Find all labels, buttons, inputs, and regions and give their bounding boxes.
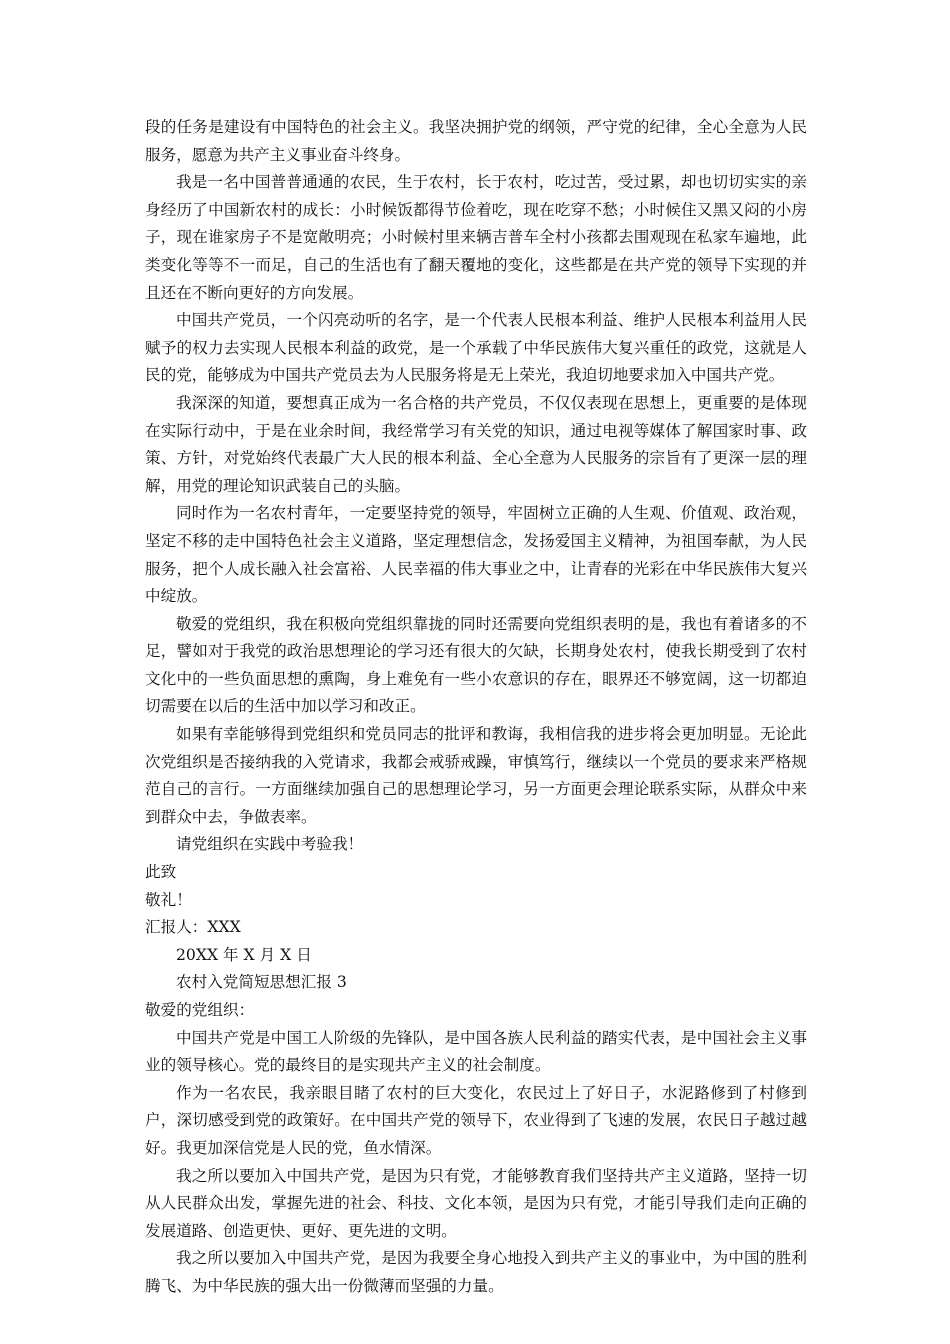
closing-regards: 敬礼！ xyxy=(145,890,192,909)
closing-salutation: 此致 xyxy=(145,863,177,882)
document-body xyxy=(145,114,807,1301)
paragraph: 如果有幸能够得到党组织和党员同志的批评和教诲，我相信我的进步将会更加明显。无论此次党组织是否接纳我的入党请求，我都会戒骄戒躁，审慎笃行，继续以一个党员的要求来严格规范自己的言行。一方面继续加强自己的思想理论学习，另一方面更会理论联系实际，从群众中来到群众中去，争做表率。 xyxy=(145,725,807,826)
paragraph: 我之所以要加入中国共产党，是因为只有党，才能够教育我们坚持共产主义道路，坚持一切从人民群众出发，掌握先进的社会、科技、文化本领，是因为只有党，才能引导我们走向正确的发展道路、创造更快、更好、更先进的文明。 xyxy=(145,1166,807,1240)
paragraph: 我之所以要加入中国共产党，是因为我要全身心地投入到共产主义的事业中，为中国的胜利腾飞、为中华民族的强大出一份微薄而坚强的力量。 xyxy=(145,1249,807,1295)
paragraph: 我深深的知道，要想真正成为一名合格的共产党员，不仅仅表现在思想上，更重要的是体现在实际行动中，于是在业余时间，我经常学习有关党的知识，通过电视等媒体了解国家时事、政策、方针，对党始终代表最广大人民的根本利益、全心全意为人民服务的宗旨有了更深一层的理解，用党的理论知识武装自己的头脑。 xyxy=(145,393,807,495)
paragraph: 中国共产党员，一个闪亮动听的名字，是一个代表人民根本利益、维护人民根本利益用人民赋予的权力去实现人民根本利益的政党，是一个承载了中华民族伟大复兴重任的政党，这就是人民的党，能够成为中国共产党员去为人民服务将是无上荣光，我迫切地要求加入中国共产党。 xyxy=(145,311,807,385)
paragraph: 请党组织在实践中考验我！ xyxy=(176,835,364,854)
salutation: 敬爱的党组织： xyxy=(145,1001,255,1019)
paragraph-continued: 段的任务是建设有中国特色的社会主义。我坚决拥护党的纲领，严守党的纪律，全心全意为人民服务，愿意为共产主义事业奋斗终身。 xyxy=(145,118,807,164)
paragraph: 作为一名农民，我亲眼目睹了农村的巨大变化，农民过上了好日子，水泥路修到了村修到户，深切感受到党的政策好。在中国共产党的领导下，农业得到了飞速的发展，农民日子越过越好。我更加深信党是人民的党，鱼水情深。 xyxy=(145,1083,807,1157)
paragraph: 中国共产党是中国工人阶级的先锋队，是中国各族人民利益的踏实代表，是中国社会主义事业的领导核心。党的最终目的是实现共产主义的社会制度。 xyxy=(145,1028,807,1075)
paragraph: 同时作为一名农村青年，一定要坚持党的领导，牢固树立正确的人生观、价值观、政治观，坚定不移的走中国特色社会主义道路，坚定理想信念，发扬爱国主义精神，为祖国奉献，为人民服务，把个人成长融入社会富裕、人民幸福的伟大事业之中，让青春的光彩在中华民族伟大复兴中绽放。 xyxy=(145,504,807,606)
section-title: 农村入党简短思想汇报 3 xyxy=(176,973,347,992)
reporter-line: 汇报人：XXX xyxy=(145,918,241,937)
date-line: 20XX 年 X 月 X 日 xyxy=(176,945,312,964)
paragraph: 敬爱的党组织，我在积极向党组织靠拢的同时还需要向党组织表明的是，我也有着诸多的不足，譬如对于我党的政治思想理论的学习还有很大的欠缺，长期身处农村，使我长期受到了农村文化中的一些负面思想的熏陶，身上难免有一些小农意识的存在，眼界还不够宽阔，这一切都迫切需要在以后的生活中加以学习和改正。 xyxy=(145,614,807,716)
paragraph: 我是一名中国普普通通的农民，生于农村，长于农村，吃过苦，受过累，却也切切实实的亲身经历了中国新农村的成长：小时候饭都得节俭着吃，现在吃穿不愁；小时候住又黑又闷的小房子，现在谁家房子不是宽敞明亮；小时候村里来辆吉普车全村小孩都去围观现在私家车遍地，此类变化等等不一而足，自己的生活也有了翻天覆地的变化，这些都是在共产党的领导下实现的并且还在不断向更好的方向发展。 xyxy=(145,173,807,302)
